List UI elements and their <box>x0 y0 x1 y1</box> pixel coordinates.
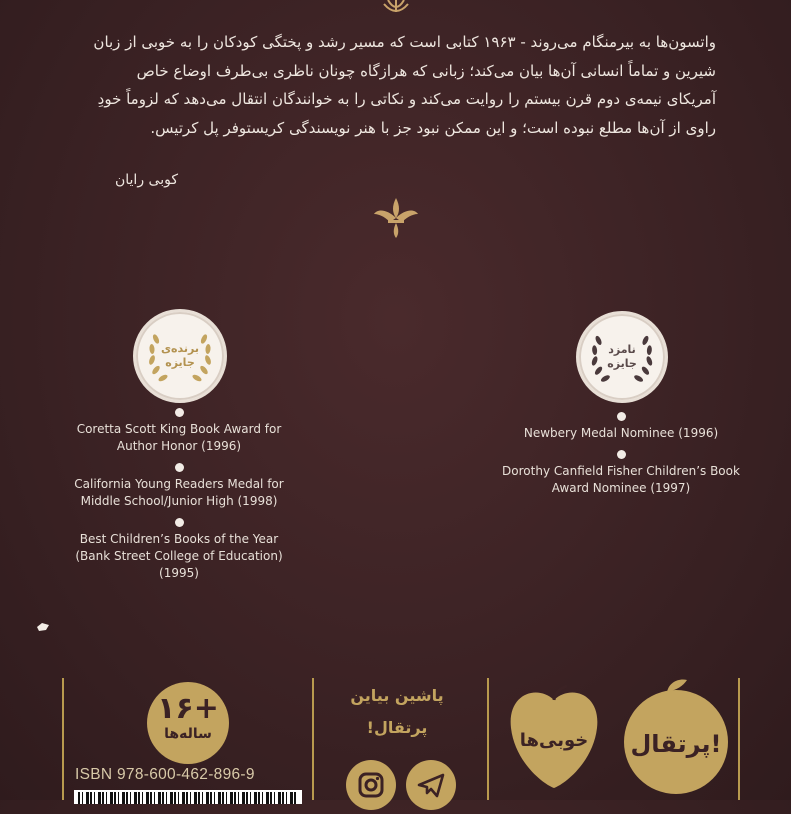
barcode <box>74 790 302 804</box>
bullet-dot-icon <box>617 450 626 459</box>
winner-label-line2: جایزه <box>165 356 195 369</box>
telegram-icon[interactable] <box>406 760 456 810</box>
bullet-dot-icon <box>175 463 184 472</box>
porteghal-logo-text: پرتقال! <box>630 730 722 758</box>
footer-divider <box>62 678 64 800</box>
award-nominee-badge <box>576 311 668 403</box>
isbn-number: ISBN 978-600-462-896-9 <box>75 766 255 783</box>
book-description: واتسون‌ها به بیرمنگام می‌روند - ۱۹۶۳ کتابی است که مسیر رشد و پختگی کودکان را به خوبی از زبان شیرین و تماماً انسانی آن‌ها بیان می‌کند؛ زبانی که هرازگاه چونان ناظری بی‌طرف اوضاع خاص آمریکای نیمه‌ی دوم قرن بیستم را روایت می‌کند و نکاتی را به خوانندگان انتقال می‌دهد که لزوماً خودِ راوی از آن‌ها مطلع نبوده است؛ و این ممکن نبود جز با هنر نویسندگی کریستوفر پل کرتیس. <box>93 33 716 137</box>
awards-won-list <box>70 408 288 590</box>
age-rating-label: ساله‌ها <box>164 726 212 742</box>
follow-us-text: پاشین بیاین پرتقال! <box>350 686 444 737</box>
list-item <box>70 463 288 510</box>
paper-flake-icon <box>36 622 50 632</box>
nominee-label-line2: جایزه <box>607 357 637 370</box>
award-nominated-text: Newbery Medal Nominee (1996) <box>523 426 719 440</box>
list-item <box>502 450 740 497</box>
bullet-dot-icon <box>617 412 626 421</box>
bullet-dot-icon <box>175 408 184 417</box>
khobi-ha-logo-text: خوبی‌ها <box>519 730 589 751</box>
instagram-icon[interactable] <box>346 760 396 810</box>
award-won-text: Coretta Scott King Book Award for Author Honor (1996) <box>76 422 282 453</box>
khobi-ha-logo-icon <box>497 680 611 794</box>
winner-label-line1: برنده‌ی <box>160 342 200 355</box>
award-won-text: Best Children’s Books of the Year (Bank Street College of Education) (1995) <box>75 532 283 580</box>
age-rating-badge <box>147 682 229 764</box>
porteghal-logo-icon <box>617 676 735 798</box>
award-nominated-text: Dorothy Canfield Fisher Children’s Book Award Nominee (1997) <box>502 464 740 495</box>
footer-divider <box>312 678 314 800</box>
fleur-ornament-top-icon <box>376 0 416 16</box>
award-won-text: California Young Readers Medal for Middle School/Junior High (1998) <box>74 477 284 508</box>
age-rating-number: +۱۶ <box>157 691 219 726</box>
awards-nominated-list <box>502 412 740 505</box>
bullet-dot-icon <box>175 518 184 527</box>
list-item <box>70 518 288 582</box>
footer-divider <box>487 678 489 800</box>
award-winner-badge <box>133 309 227 403</box>
footer-divider <box>738 678 740 800</box>
nominee-label-line1: نامزد <box>608 343 636 356</box>
quote-author: کوبی رایان <box>114 172 178 188</box>
fleur-ornament-divider-icon <box>366 196 426 240</box>
list-item <box>502 412 740 442</box>
list-item <box>70 408 288 455</box>
